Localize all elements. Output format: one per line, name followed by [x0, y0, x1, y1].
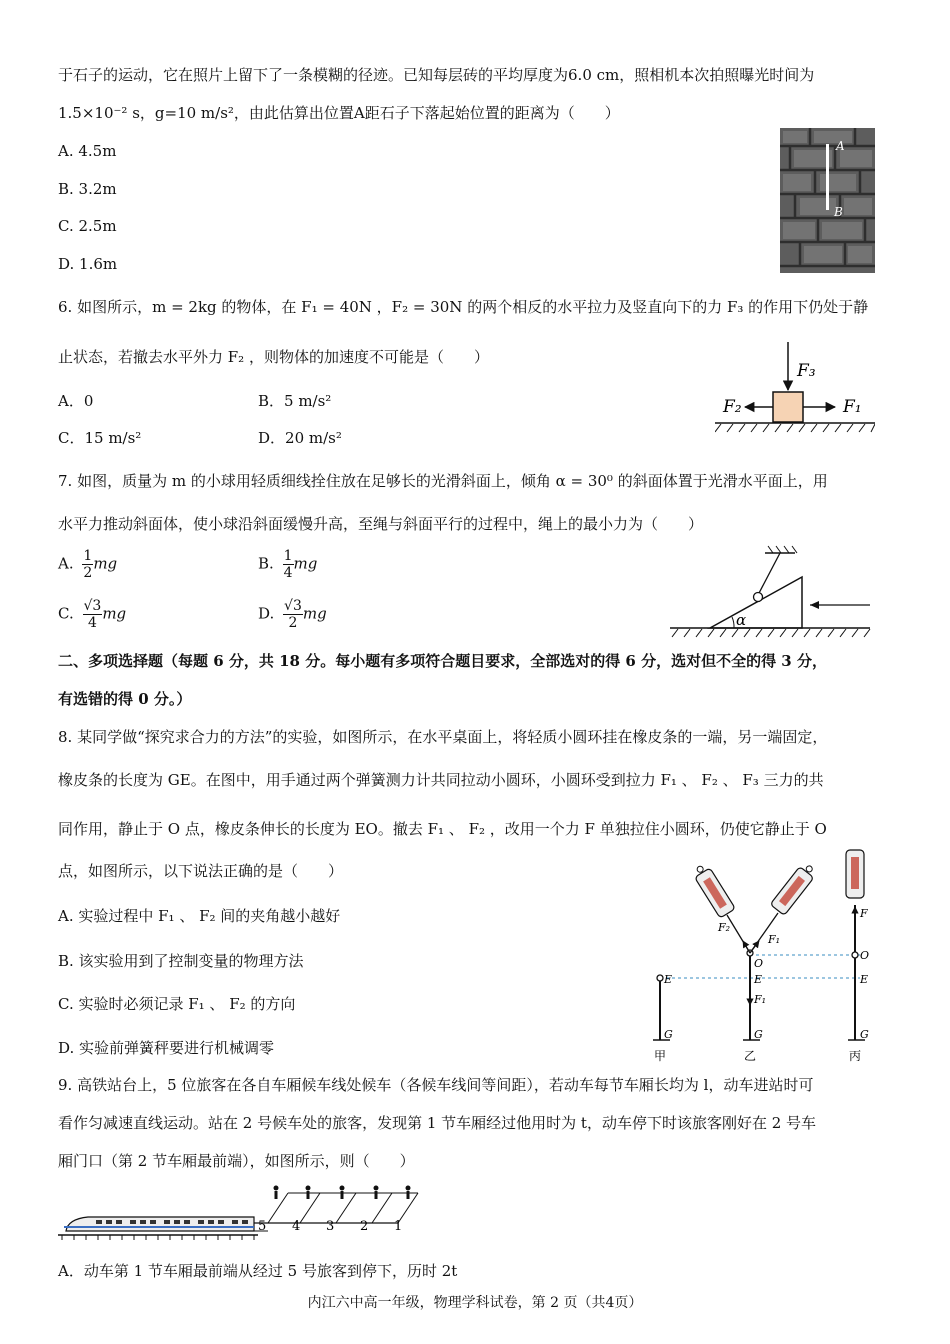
label-f1: F₁ [843, 397, 862, 417]
q8-text-line3: 同作用，静止于 O 点，橡皮条伸长的长度为 EO。撤去 F₁ 、 F₂ ，改用一个力 F 单独拉住小圆环，仍使它静止于 O [58, 820, 827, 838]
label-yi: 乙 [744, 1049, 757, 1063]
brick-wall-photo [780, 128, 875, 273]
incline [710, 577, 802, 628]
q6-option-d: D．20 m/s² [258, 429, 342, 447]
q5-option-c: C. 2.5m [58, 217, 117, 235]
q7-option-d: D. $\frac{√3}{2}$ mg [258, 598, 327, 631]
platform-number-4: 4 [292, 1219, 301, 1234]
force-block-diagram [715, 340, 875, 435]
page-footer: 内江六中高一年级，物理学科试卷，第 2 页（共4页） [307, 1295, 643, 1311]
q5-text-line1: 于石子的运动，它在照片上留下了一条模糊的径迹。已知每层砖的平均厚度为6.0 cm，照相机本次拍照曝光时间为 [58, 66, 815, 84]
block [773, 392, 803, 422]
q8-text-line4: 点，如图所示，以下说法正确的是（ ） [58, 862, 344, 880]
q6-option-a: A．0 [58, 392, 94, 410]
train-platform-diagram [58, 1183, 428, 1243]
jia-label-e: E [664, 973, 673, 986]
q7-option-a: A. $\frac{1}{2}$ mg [58, 548, 118, 581]
q9-text-line1: 9. 高铁站台上，5 位旅客在各自车厢候车线处候车（各候车线间等间距），若动车每节车厢长均为 l，动车进站时可 [58, 1076, 814, 1094]
q8-option-c: C. 实验时必须记录 F₁ 、 F₂ 的方向 [58, 995, 296, 1013]
q9-text-line2: 看作匀减速直线运动。站在 2 号候车处的旅客，发现第 1 节车厢经过他用时为 t，动车停下时该旅客刚好在 2 号车 [58, 1114, 817, 1132]
string [758, 553, 780, 595]
q9-text-line3: 厢门口（第 2 节车厢最前端），如图所示，则（ ） [58, 1152, 415, 1170]
force-composition-diagram [640, 845, 880, 1065]
label-f2: F₂ [723, 397, 742, 417]
bing-label-o: O [860, 949, 870, 962]
yi-label-f1-bottom: F₁ [754, 993, 767, 1006]
q8-text-line2: 橡皮条的长度为 GE。在图中，用手通过两个弹簧测力计共同拉动小圆环，小圆环受到拉力 F₁ 、 F₂ 、 F₃ 三力的共 [58, 771, 824, 789]
platform-number-3: 3 [326, 1219, 335, 1234]
q7-text-line1: 7. 如图，质量为 m 的小球用轻质细线拴住放在足够长的光滑斜面上，倾角 α = 30⁰ 的斜面体置于光滑水平面上，用 [58, 472, 828, 490]
q5-option-a: A. 4.5m [58, 142, 117, 160]
bing-label-e: E [860, 973, 869, 986]
label-jia: 甲 [654, 1049, 667, 1063]
q8-option-d: D. 实验前弹簧秤要进行机械调零 [58, 1039, 275, 1057]
stone-trail [826, 144, 829, 210]
yi-label-f1-top: F₁ [768, 933, 781, 946]
q6-text-line1: 6. 如图所示，m = 2kg 的物体，在 F₁ = 40N ，F₂ = 30N 的两个相反的水平拉力及竖直向下的力 F₃ 的作用下仍处于静 [58, 298, 869, 316]
q8-option-b: B. 该实验用到了控制变量的物理方法 [58, 952, 304, 970]
bing-label-f: F [860, 907, 868, 920]
q8-option-a: A. 实验过程中 F₁ 、 F₂ 间的夹角越小越好 [58, 907, 341, 925]
platform-number-2: 2 [360, 1219, 369, 1234]
section2-heading-line2: 有选错的得 0 分。） [58, 690, 192, 708]
q7-text-line2: 水平力推动斜面体，使小球沿斜面缓慢升高，至绳与斜面平行的过程中，绳上的最小力为（ ） [58, 515, 704, 533]
q5-option-d: D. 1.6m [58, 255, 118, 273]
q7-option-b: B. $\frac{1}{4}$ mg [258, 548, 318, 581]
yi-label-o: O [754, 957, 764, 970]
section2-heading-line1: 二、多项选择题（每题 6 分，共 18 分。每小题有多项符合题目要求，全部选对的得 6 分，选对但不全的得 3 分， [58, 652, 827, 670]
yi-label-f2: F₂ [718, 921, 731, 934]
q8-text-line1: 8. 某同学做“探究求合力的方法”的实验，如图所示，在水平桌面上，将轻质小圆环挂在橡皮条的一端，另一端固定， [58, 728, 828, 746]
bing-label-g: G [860, 1028, 869, 1041]
q6-text-line2: 止状态，若撤去水平外力 F₂ ，则物体的加速度不可能是（ ） [58, 348, 489, 366]
platform-number-5: 5 [258, 1219, 267, 1234]
q9-option-a: A．动车第 1 节车厢最前端从经过 5 号旅客到停下，历时 2t [58, 1262, 458, 1280]
q5-text-line2: 1.5×10⁻² s，g=10 m/s²，由此估算出位置A距石子下落起始位置的距离为（ ） [58, 104, 620, 122]
train [66, 1217, 254, 1231]
label-a: A [836, 139, 845, 153]
ball [754, 593, 763, 602]
label-alpha: α [736, 611, 747, 629]
q6-option-c: C．15 m/s² [58, 429, 142, 447]
label-b: B [834, 205, 843, 219]
label-bing: 丙 [849, 1049, 862, 1063]
yi-label-e: E [754, 973, 763, 986]
jia-label-g: G [664, 1028, 673, 1041]
yi-label-g: G [754, 1028, 763, 1041]
q7-option-c: C. $\frac{√3}{4}$ mg [58, 598, 127, 631]
q5-option-b: B. 3.2m [58, 180, 117, 198]
incline-ball-diagram [670, 545, 880, 640]
q6-option-b: B．5 m/s² [258, 392, 332, 410]
label-f3: F₃ [797, 361, 816, 381]
platform-number-1: 1 [394, 1219, 403, 1234]
